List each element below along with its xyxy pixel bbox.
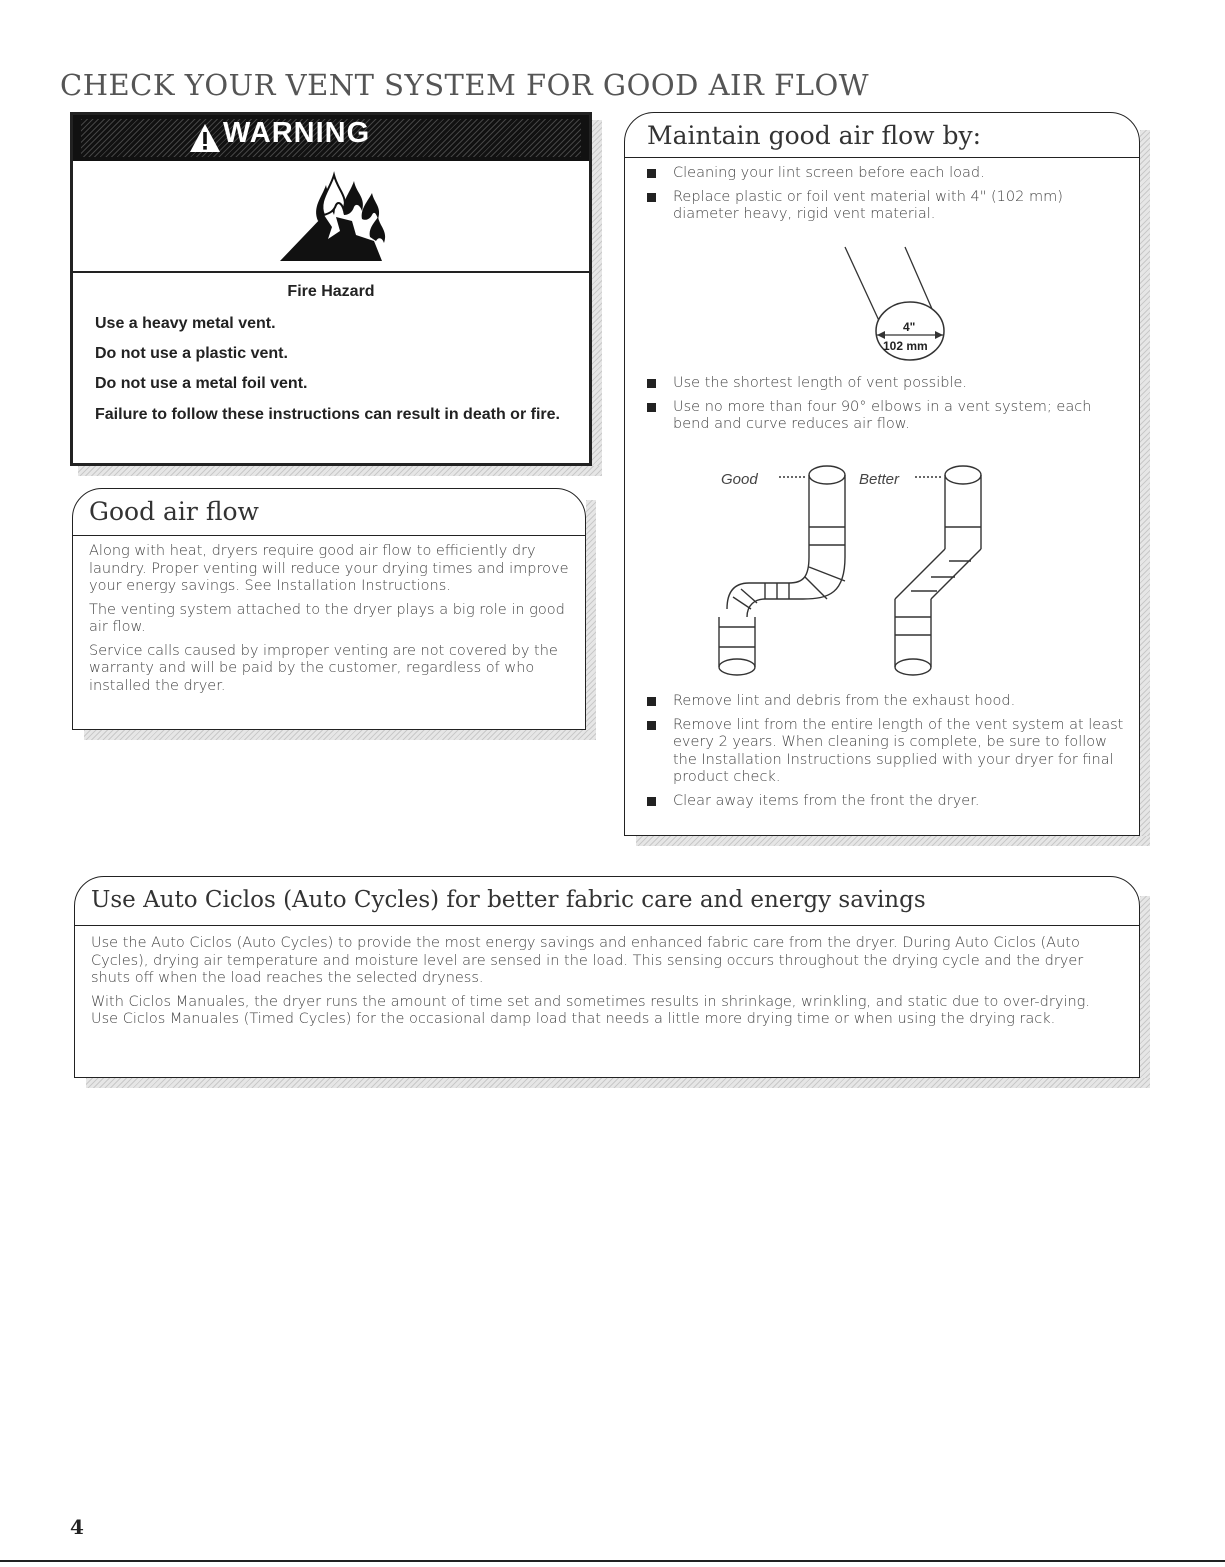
warning-line: Failure to follow these instructions can result in death or fire.: [95, 406, 560, 423]
warning-line: Use a heavy metal vent.: [95, 315, 276, 332]
paragraph: Along with heat, dryers require good air flow to efficiently dry laundry. Proper venting will reduce your drying times and improve your energy savings. See Installation Instructions.: [89, 543, 569, 594]
bullet-item: Remove lint and debris from the exhaust hood.: [645, 693, 1131, 711]
bullet-square-icon: [647, 193, 656, 202]
warning-triangle-icon: [189, 123, 221, 153]
paragraph: Service calls caused by improper venting are not covered by the warranty and will be paid by the customer, regardless of who installed the dryer.: [89, 642, 558, 694]
bullet-square-icon: [647, 721, 656, 730]
good-air-flow-title: Good air flow: [89, 497, 259, 526]
bullet-item: Remove lint from the entire length of the vent system at least every 2 years. When cleaning is complete, be sure to follow the Installation Instructions supplied with your dryer for final product check.: [645, 717, 1131, 787]
warning-line: Do not use a metal foil vent.: [95, 375, 308, 392]
bullet-item: Use no more than four 90° elbows in a vent system; each bend and curve reduces air flow.: [645, 399, 1125, 434]
fire-icon: [278, 171, 398, 263]
maintain-bullets-mid: [645, 375, 1125, 440]
auto-cycles-section: [74, 876, 1140, 1078]
good-air-flow-body: [89, 543, 577, 701]
hazard-title: Fire Hazard: [287, 283, 375, 300]
maintain-title: Maintain good air flow by:: [647, 121, 982, 150]
paragraph: With Ciclos Manuales, the dryer runs the amount of time set and sometimes results in shrinkage, wrinkling, and static due to over-drying. Use Ciclos Manuales (Timed Cycles) for the occasional damp load that needs a little more drying time or when using the drying rack.: [91, 993, 1090, 1027]
warning-box: [70, 112, 592, 466]
diameter-label-inch: 4": [903, 320, 916, 334]
good-air-flow-shadow-bottom: [84, 730, 596, 740]
maintain-bullets-top: [645, 165, 1125, 230]
auto-cycles-title: Use Auto Ciclos (Auto Cycles) for better fabric care and energy savings: [91, 887, 926, 913]
warning-line: Do not use a plastic vent.: [95, 345, 288, 362]
maintain-shadow-right: [1140, 130, 1150, 844]
auto-cycles-shadow-bottom: [86, 1078, 1150, 1088]
good-label: Good: [721, 471, 758, 488]
better-label: Better: [859, 471, 900, 488]
auto-cycles-shadow-right: [1140, 896, 1150, 1086]
bullet-item: Clear away items from the front the dryer.: [645, 793, 1131, 811]
page-title: CHECK YOUR VENT SYSTEM FOR GOOD AIR FLOW: [60, 68, 870, 102]
page-number: 4: [70, 1515, 84, 1539]
bullet-square-icon: [647, 403, 656, 412]
auto-cycles-body: [91, 935, 1121, 1035]
diameter-label-mm: 102 mm: [883, 339, 928, 353]
maintain-bullets-bottom: [645, 693, 1131, 816]
paragraph: Use the Auto Ciclos (Auto Cycles) to provide the most energy savings and enhanced fabric care from the dryer. During Auto Ciclos (Auto Cycles), drying air temperature and moisture level are sensed in the load. This sensing occurs throughout the drying cycle and the dryer shuts off when the load reaches the selected dryness.: [91, 935, 1084, 986]
maintain-shadow-bottom: [636, 836, 1150, 846]
vent-elbow-diagram: [705, 449, 1005, 679]
warning-header: [73, 115, 589, 161]
bullet-square-icon: [647, 379, 656, 388]
maintain-section: [624, 112, 1140, 836]
bullet-square-icon: [647, 697, 656, 706]
warning-label: WARNING: [223, 117, 371, 149]
bullet-square-icon: [647, 797, 656, 806]
bullet-item: Cleaning your lint screen before each load.: [645, 165, 1125, 183]
bottom-rule: [0, 1560, 1225, 1562]
bullet-item: Use the shortest length of vent possible.: [645, 375, 1125, 393]
good-air-flow-section: [72, 488, 586, 730]
warning-box-shadow-bottom: [78, 466, 602, 476]
warning-icon-area: [73, 161, 589, 273]
paragraph: The venting system attached to the dryer plays a big role in good air flow.: [89, 601, 565, 635]
warning-box-shadow-right: [592, 120, 602, 474]
bullet-item: Replace plastic or foil vent material with 4" (102 mm) diameter heavy, rigid vent material.: [645, 189, 1125, 224]
good-air-flow-shadow-right: [586, 500, 596, 732]
bullet-square-icon: [647, 169, 656, 178]
warning-text: [95, 283, 567, 436]
